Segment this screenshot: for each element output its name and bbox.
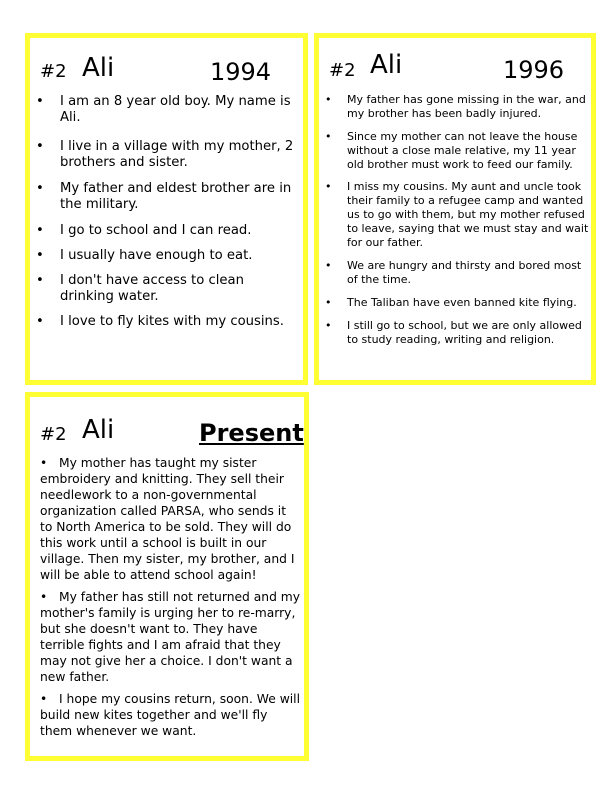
list-item: • I go to school and I can read. <box>36 223 252 238</box>
bullet-icon: • <box>36 314 44 329</box>
bullet-icon: • <box>325 296 332 309</box>
card-number: #2 <box>40 424 67 445</box>
bullet-icon: • <box>36 139 44 154</box>
list-item: • I live in a village with my mother, 2 brothers and sister. <box>36 139 294 170</box>
card-number: #2 <box>329 60 356 81</box>
bullet-icon: • <box>36 181 44 196</box>
card-1996 <box>314 33 596 385</box>
list-item: • Since my mother can not leave the house without a close male relative, my 11 year old brother must work to feed our family. <box>325 130 578 171</box>
list-item: • I usually have enough to eat. <box>36 248 253 263</box>
list-item: • My mother has taught my sister embroidery and knitting. They sell their needlework to a non-governmental organization called PARSA, who sends it to North America to be sold. They will do this work until a school is built in our village. Then my sister, my brother, and I will be able to attend school again! <box>40 456 295 582</box>
card-name: Ali <box>82 415 115 445</box>
list-item: • We are hungry and thirsty and bored most of the time. <box>325 259 582 286</box>
bullet-icon: • <box>40 590 48 604</box>
list-item: • I still go to school, but we are only allowed to study reading, writing and religion. <box>325 319 582 346</box>
bullet-icon: • <box>325 319 332 332</box>
card-year: 1994 <box>210 58 272 86</box>
card-name: Ali <box>370 50 403 80</box>
card-1994 <box>25 33 308 385</box>
list-item: • My father and eldest brother are in the military. <box>36 181 292 212</box>
list-item: • I am an 8 year old boy. My name is Ali. <box>36 94 291 125</box>
card-number: #2 <box>40 61 67 82</box>
bullet-icon: • <box>36 223 44 238</box>
list-item: • My father has gone missing in the war, and my brother has been badly injured. <box>325 93 586 120</box>
bullet-icon: • <box>40 692 48 706</box>
bullet-icon: • <box>36 94 44 109</box>
list-item: • My father has still not returned and my mother's family is urging her to re-marry, but she doesn't want to. They have terrible fights and I am afraid that they may not give her a choice. I don't want a new father. <box>40 590 301 684</box>
bullet-icon: • <box>325 130 332 143</box>
bullet-list <box>319 93 589 347</box>
list-item: • The Taliban have even banned kite flying. <box>325 296 577 309</box>
card-year: 1996 <box>503 56 565 84</box>
card-name: Ali <box>82 53 115 83</box>
bullet-icon: • <box>36 248 44 263</box>
list-item: • I don't have access to clean drinking water. <box>36 273 244 304</box>
bullet-icon: • <box>325 180 332 193</box>
list-item: • I love to fly kites with my cousins. <box>36 314 284 329</box>
bullet-icon: • <box>36 273 44 288</box>
list-item: • I hope my cousins return, soon. We will build new kites together and we'll fly them whenever we want. <box>40 692 301 738</box>
card-year: Present <box>199 419 304 447</box>
list-item: • I miss my cousins. My aunt and uncle took their family to a refugee camp and wanted us to go with them, but my mother refused to leave, saying that we must stay and wait for our father. <box>325 180 589 249</box>
bullet-icon: • <box>40 456 48 470</box>
bullet-icon: • <box>325 93 332 106</box>
bullet-icon: • <box>325 259 332 272</box>
paragraph-list <box>40 455 302 739</box>
bullet-list <box>30 94 300 330</box>
card-present <box>25 392 309 761</box>
